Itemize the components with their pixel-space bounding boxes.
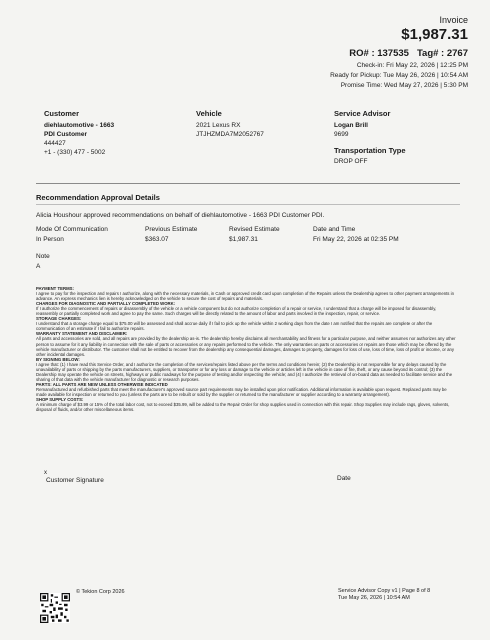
customer-name: diehlautomotive - 1663 bbox=[44, 122, 115, 129]
customer-signature-label: Customer Signature bbox=[46, 477, 104, 484]
terms-block bbox=[36, 286, 458, 450]
date-time-value: Fri May 22, 2026 at 02:35 PM bbox=[313, 236, 399, 243]
date-block bbox=[330, 61, 468, 91]
check-in-time: Check-in: Fri May 22, 2026 | 12:25 PM bbox=[356, 62, 468, 69]
qr-code-icon bbox=[40, 593, 70, 623]
advisor-name: Logan Brill bbox=[334, 122, 368, 129]
promise-time: Promise Time: Wed May 27, 2026 | 5:30 PM bbox=[340, 82, 468, 89]
customer-heading: Customer bbox=[44, 109, 80, 118]
terms-paragraph: A minimum charge of $3.99 or 15% of the total labor cost, not to exceed $35.99, will be added to the Repair Order for shop supplies used in connection with this repair. Shop Supplies may include rags, gloves, solvents, disposal of fluids, and/or other miscellaneous items. bbox=[36, 402, 450, 413]
vehicle-vin: JTJHZMDA7M2052767 bbox=[196, 131, 264, 138]
note-value: A bbox=[36, 263, 41, 270]
page-info: Service Advisor Copy v1 | Page 8 of 8 bbox=[338, 588, 431, 594]
copyright-text: © Tekion Corp 2026 bbox=[76, 589, 125, 595]
transport-heading: Transportation Type bbox=[334, 146, 406, 155]
terms-heading: PARTS: ALL PARTS ARE NEW UNLESS OTHERWISE INDICATED bbox=[36, 381, 168, 387]
customer-block bbox=[44, 109, 114, 157]
note-label: Note bbox=[36, 253, 50, 260]
previous-estimate-label: Previous Estimate bbox=[145, 226, 198, 233]
terms-heading: CHARGES FOR DIAGNOSTIC AND PARTIALLY COMPLETED WORK: bbox=[36, 301, 176, 307]
mode-label: Mode Of Communication bbox=[36, 226, 108, 233]
terms-paragraph: Remanufactured and refurbished parts that meet the manufacturer's approved source part requirements may be installed upon prior notification. Additional information is available upon request. Replaced parts may be made available for inspection or returned to you (unless the parts are to be rebuilt or sold by the supplier or returned to the manufacturer or supplier according to a warranty arrangement). bbox=[36, 386, 447, 397]
advisor-number: 9699 bbox=[334, 131, 349, 138]
terms-paragraph: I understand that a storage charge equal to $75.00 will be assessed and shall accrue daily if I fail to pick up the vehicle within 2 working days from the date I am notified that the repairs are complete or after the communication of an estimate if I fail to authorize repairs. bbox=[36, 321, 433, 332]
vehicle-heading: Vehicle bbox=[196, 109, 222, 118]
customer-id: 444427 bbox=[44, 140, 66, 147]
invoice-total: $1,987.31 bbox=[401, 26, 468, 43]
recommendation-title: Recommendation Approval Details bbox=[36, 193, 160, 202]
doc-type: Invoice bbox=[439, 15, 468, 25]
terms-paragraph: All parts and accessories are sold, and all repairs are provided by the dealership as-is. The dealership hereby disclaims all merchantability and fitness for a particular purpose, and neither assumes nor authorizes any other person to assume for it any liability in connection with the sale of parts or accessories or any repairs performed to the vehicle. The only warranties on parts or accessories or repairs are those which may be offered by the vehicle manufacturer or distributor. The customer shall not be entitled to recover from the dealership any consequential damages, damages to property, damages for loss of use, loss of time, loss of profit or income, or any other incidental damages. bbox=[36, 336, 456, 357]
revised-estimate-value: $1,987.31 bbox=[229, 236, 258, 243]
vehicle-model: 2021 Lexus RX bbox=[196, 122, 241, 129]
recommendation-description: Alicia Houshour approved recommendations on behalf of diehlautomotive - 1663 PDI Customer PDI. bbox=[36, 212, 325, 219]
section-divider bbox=[36, 183, 460, 184]
ro-tag-line bbox=[341, 48, 468, 59]
vehicle-block bbox=[196, 109, 264, 139]
signature-date-label: Date bbox=[337, 475, 351, 482]
terms-paragraph: I agree to pay for the inspection and repairs I authorize, along with the necessary materials, in Cash or approved credit card upon completion of the Repairs unless the Dealership agrees to other payment arrangements in advance. An express mechanics lien is hereby acknowledged on the vehicle to secure the cost of repairs and materials. bbox=[36, 291, 454, 302]
terms-heading: PAYMENT TERMS: bbox=[36, 286, 74, 291]
revised-estimate-label: Revised Estimate bbox=[229, 226, 280, 233]
terms-heading: SHOP SUPPLY COSTS: bbox=[36, 397, 84, 403]
terms-heading: STORAGE CHARGES: bbox=[36, 316, 82, 322]
terms-heading: WARRANTY STATEMENT AND DISCLAIMER: bbox=[36, 331, 128, 337]
transport-block bbox=[334, 146, 406, 166]
advisor-block bbox=[334, 109, 390, 139]
mode-value: In Person bbox=[36, 236, 64, 243]
advisor-heading: Service Advisor bbox=[334, 109, 391, 118]
tag-number: Tag# : 2767 bbox=[416, 48, 468, 59]
ready-for-pickup-time: Ready for Pickup: Tue May 26, 2026 | 10:54 AM bbox=[330, 72, 468, 79]
date-time-label: Date and Time bbox=[313, 226, 356, 233]
customer-type: PDI Customer bbox=[44, 131, 87, 138]
signature-x-mark: x bbox=[44, 470, 47, 476]
transport-value: DROP OFF bbox=[334, 158, 368, 165]
copy-info bbox=[338, 588, 430, 602]
recommendation-divider bbox=[36, 204, 460, 205]
ro-number: RO# : 137535 bbox=[349, 48, 409, 59]
print-timestamp: Tue May 26, 2026 | 10:54 AM bbox=[338, 595, 410, 601]
customer-phone: +1 - (330) 477 - 5002 bbox=[44, 149, 106, 156]
terms-paragraph: I agree that: (1) I have read this Service Order, and I authorize the completion of the services/repairs listed above per the terms and conditions herein; (2) the Dealership is not responsible for any delays caused by the unavailability of parts or shipping by the parts manufacturers, suppliers, or transporter or for any loss or damage to the vehicle or articles left in the vehicle in case of fire, theft, or any cause beyond its control; (3) the Dealership may operate the vehicle on streets, highways or public roadways for the purpose of testing and/or inspecting the vehicle; and (4) I authorize the retrieval of on-board data as needed to facilitate service and the sharing of that data with the vehicle manufacturer for diagnostic or research purposes. bbox=[36, 361, 453, 382]
terms-paragraph: If I authorize the commencement of repairs or disassembly of the vehicle or a vehicle component but do not authorize completion of a repair or service, I understand that a charge will be imposed for disassembly, reassembly or partially completed work and agree to pay the same. Such charges will be directly related to the amount of labor and parts involved in the inspection, repair, or service. bbox=[36, 306, 437, 317]
previous-estimate-value: $363.07 bbox=[145, 236, 169, 243]
terms-heading: BY SIGNING BELOW: bbox=[36, 356, 80, 362]
